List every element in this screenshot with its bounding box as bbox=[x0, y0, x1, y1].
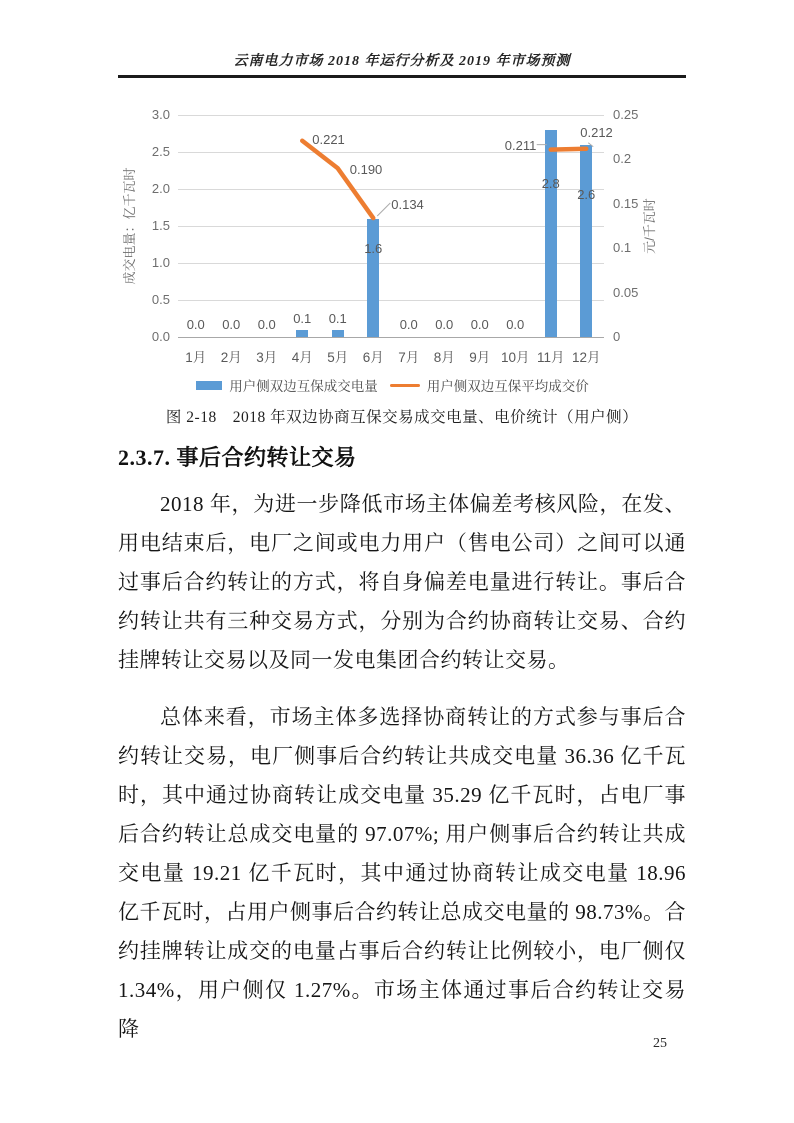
price-line-segment bbox=[302, 141, 373, 218]
x-category-label: 4月 bbox=[291, 350, 313, 365]
line-data-label: 0.221 bbox=[312, 131, 345, 147]
right-axis-tick: 0.2 bbox=[613, 151, 632, 167]
right-axis-tick: 0 bbox=[613, 329, 621, 344]
left-axis-tick: 0.0 bbox=[151, 329, 170, 344]
left-axis-tick: 3.0 bbox=[151, 107, 170, 122]
right-axis-tick: 0.05 bbox=[613, 284, 639, 300]
left-axis-tick: 1.5 bbox=[151, 218, 170, 233]
header-rule bbox=[118, 75, 686, 78]
right-axis-tick: 0.15 bbox=[613, 195, 639, 211]
bar-data-label: 2.6 bbox=[577, 186, 596, 202]
right-axis-tick: 0.25 bbox=[613, 107, 639, 122]
left-axis-tick: 2.0 bbox=[151, 181, 170, 196]
right-axis-tick: 0.1 bbox=[613, 240, 632, 256]
x-category-label: 11月 bbox=[536, 350, 565, 365]
page-header: 云南电力市场 2018 年运行分析及 2019 年市场预测 bbox=[233, 54, 571, 69]
section-heading: 2.3.7. 事后合约转让交易 bbox=[118, 445, 357, 470]
body-paragraph-2: 总体来看，市场主体多选择协商转让的方式参与事后合约转让交易，电厂侧事后合约转让共成交电量 36.36 亿千瓦时，其中通过协商转让成交电量 35.29 亿千瓦时，占电厂事后合约转让总成交电量的 97.07%; 用户侧事后合约转让共成交电量 19.21 亿千瓦时，其中通过协商转让成交电量 18.96 亿千瓦时，占用户侧事后合约转让总成交电量的 98.73%。合约挂牌转让成交的电量占事后合约转让比例较小，电厂侧仅 1.34%，用户侧仅 1.27%。市场主体通过事后合约转让交易降 bbox=[118, 705, 686, 1041]
left-axis-title: 成交电量：亿千瓦时 bbox=[122, 167, 137, 285]
x-category-label: 12月 bbox=[571, 350, 601, 365]
bar-data-label: 0.1 bbox=[328, 310, 347, 326]
bar-data-label: 0.0 bbox=[222, 317, 241, 332]
figure-caption: 图 2-18 2018 年双边协商互保交易成交电量、电价统计（用户侧） bbox=[165, 409, 639, 426]
x-category-label: 5月 bbox=[327, 350, 349, 365]
x-category-label: 8月 bbox=[433, 350, 455, 365]
x-category-label: 7月 bbox=[398, 350, 420, 365]
legend-label-line: 用户侧双边互保平均成交价 bbox=[426, 379, 589, 394]
page-number: 25 bbox=[653, 1036, 667, 1051]
left-axis-tick: 1.0 bbox=[151, 255, 170, 270]
bar-data-label: 0.1 bbox=[293, 310, 312, 326]
bar-data-label: 0.0 bbox=[435, 317, 454, 332]
line-data-label: 0.212 bbox=[580, 124, 613, 140]
line-data-label: 0.211 bbox=[504, 137, 537, 153]
line-data-label: 0.190 bbox=[349, 162, 383, 178]
label-leader-line bbox=[377, 203, 390, 216]
bar-data-label: 0.0 bbox=[506, 317, 525, 332]
price-line-segment bbox=[551, 149, 587, 150]
bar-data-label: 0.0 bbox=[399, 317, 418, 332]
bar-data-label: 1.6 bbox=[364, 241, 383, 257]
left-axis-tick: 0.5 bbox=[151, 292, 170, 307]
price-line bbox=[120, 95, 665, 415]
bar-data-label: 0.0 bbox=[470, 317, 489, 332]
left-axis-tick: 2.5 bbox=[151, 144, 170, 159]
right-axis-title: 元/千瓦时 bbox=[642, 198, 657, 254]
x-category-label: 2月 bbox=[220, 350, 242, 365]
x-category-label: 3月 bbox=[256, 350, 278, 365]
x-category-label: 6月 bbox=[362, 350, 384, 365]
bar-data-label: 0.0 bbox=[257, 317, 276, 332]
bar-data-label: 0.0 bbox=[186, 317, 205, 332]
x-category-label: 1月 bbox=[185, 350, 207, 365]
legend-label-bar: 用户侧双边互保成交电量 bbox=[229, 379, 378, 394]
bar-data-label: 2.8 bbox=[541, 175, 560, 191]
body-paragraph-1: 2018 年，为进一步降低市场主体偏差考核风险，在发、用电结束后，电厂之间或电力用户（售电公司）之间可以通过事后合约转让的方式，将自身偏差电量进行转让。事后合约转让共有三种交易方式，分别为合约协商转让交易、合约挂牌转让交易以及同一发电集团合约转让交易。 bbox=[118, 492, 686, 672]
x-category-label: 10月 bbox=[500, 350, 530, 365]
x-category-label: 9月 bbox=[469, 350, 491, 365]
line-data-label: 0.134 bbox=[391, 197, 424, 212]
label-leader-line bbox=[588, 143, 593, 147]
figure-chart bbox=[120, 95, 665, 415]
body-content bbox=[118, 441, 686, 1067]
